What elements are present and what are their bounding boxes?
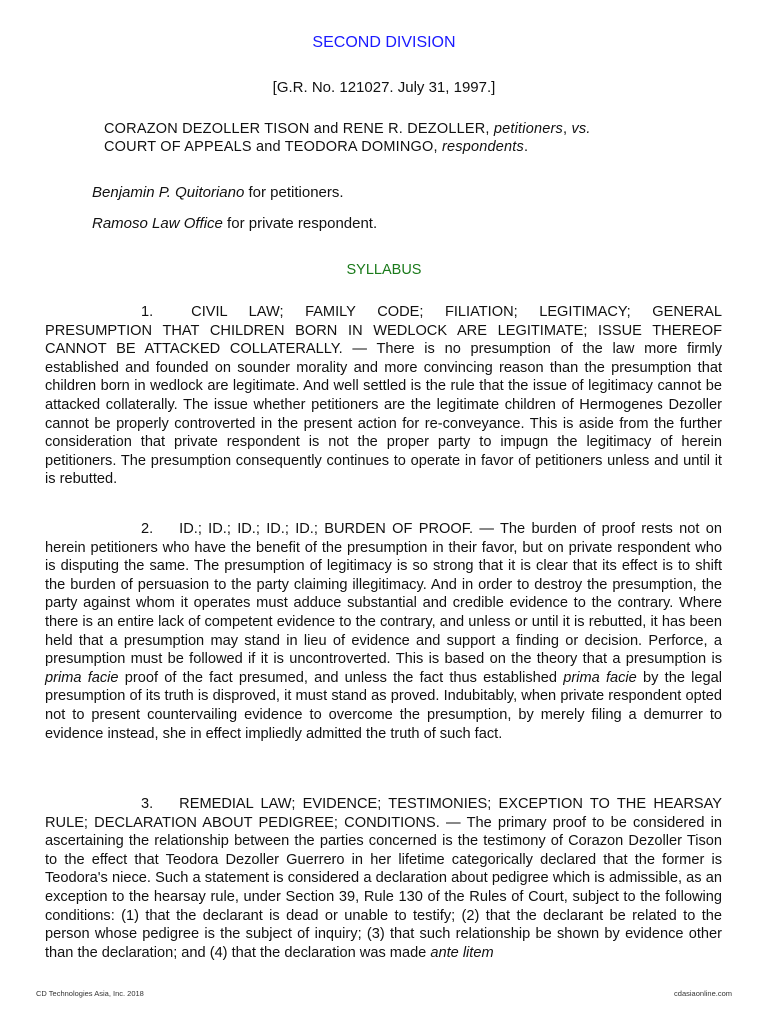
petitioners-names: CORAZON DEZOLLER TISON and RENE R. DEZOLLER: [104, 121, 486, 137]
paragraph-italic: prima facie: [563, 669, 637, 686]
counsel-respondent: [92, 215, 377, 232]
respondents-label: respondents: [441, 139, 524, 155]
counsel-name: Ramoso Law Office: [92, 215, 223, 232]
syllabus-heading: SYLLABUS: [346, 262, 422, 278]
syllabus-paragraph-3: [45, 795, 722, 962]
paragraph-text: CIVIL LAW; FAMILY CODE; FILIATION; LEGITIMACY; GENERAL PRESUMPTION THAT CHILDREN BORN IN WEDLOCK ARE LEGITIMATE; ISSUE THEREOF CANNOT BE ATTACKED COLLATERALLY. — There is no presumption of the law more firmly established and founded on sounder morality and more convincing reason than the presumption that children born in wedlock are legitimate. And well settled is the rule that the issue of legitimacy cannot be attacked collaterally. The issue whether petitioners are the legitimate children of Hermogenes Dezoller cannot be properly controverted in the present action for re-conveyance. This is aside from the further consideration that private respondent is not the proper party to impugn the legitimacy of herein petitioners. The presumption consequently continues to operate in favor of petitioners unless and until it is rebutted.: [45, 304, 722, 488]
counsel-role: for petitioners.: [244, 184, 344, 201]
division-heading: SECOND DIVISION: [312, 34, 456, 51]
paragraph-number: 1.: [141, 304, 154, 320]
counsel-role: for private respondent.: [222, 215, 378, 232]
paragraph-italic: ante litem: [430, 944, 494, 961]
respondents-names: COURT OF APPEALS and TEODORA DOMINGO: [104, 139, 434, 155]
paragraph-text: proof of the fact presumed, and unless the fact thus established: [118, 669, 564, 686]
paragraph-number: 3.: [141, 796, 154, 812]
paragraph-number: 2.: [141, 521, 154, 537]
petitioners-label: petitioners: [493, 121, 563, 137]
counsel-petitioners: [92, 184, 344, 201]
footer-copyright: CD Technologies Asia, Inc. 2018: [36, 989, 144, 998]
paragraph-italic: prima facie: [45, 669, 119, 686]
versus-label: vs.: [571, 121, 591, 137]
counsel-name: Benjamin P. Quitoriano: [92, 184, 245, 201]
syllabus-paragraph-1: [45, 303, 722, 489]
paragraph-text: REMEDIAL LAW; EVIDENCE; TESTIMONIES; EXCEPTION TO THE HEARSAY RULE; DECLARATION ABOUT PEDIGREE; CONDITIONS. — The primary proof to be considered in ascertaining the relationship between the parties concerned is the testimony of Corazon Dezoller Tison to the effect that Teodora Dezoller Guerrero in her lifetime categorically declared that the former is Teodora's niece. Such a statement is considered a declaration about pedigree which is admissible, as an exception to the hearsay rule, under Section 39, Rule 130 of the Rules of Court, subject to the following conditions: (1) that the declarant is dead or unable to testify; (2) that the declarant be related to the person whose pedigree is the subject of inquiry; (3) that such relationship be shown by evidence other than the declaration; and (4) that the declaration was made: [45, 796, 722, 961]
case-number: [G.R. No. 121027. July 31, 1997.]: [272, 79, 496, 96]
case-parties: CORAZON DEZOLLER TISON and RENE R. DEZOLLER, petitioners, vs. COURT OF APPEALS and TEODORA DOMINGO, respondents.: [104, 121, 591, 155]
syllabus-paragraph-2: [45, 520, 722, 743]
paragraph-text: by the legal presumption of its truth is disproved, it must stand as proved. Indubitably, when private respondent opted not to present countervailing evidence to overcome the presumption, by merely filing a demurrer to evidence instead, she in effect impliedly admitted the truth of such fact.: [45, 669, 722, 742]
footer-website: cdasiaonline.com: [674, 989, 732, 998]
paragraph-text: ID.; ID.; ID.; ID.; ID.; BURDEN OF PROOF. — The burden of proof rests not on herein petitioners who have the benefit of the presumption in their favor, but on private respondent who is disputing the same. The presumption of legitimacy is so strong that it is clear that its effect is to shift the burden of persuasion to the party claiming illegitimacy. And in order to destroy the presumption, the party against whom it operates must adduce substantial and credible evidence to the contrary. Where there is an entire lack of competent evidence to the contrary, and unless or until it is rebutted, it has been held that a presumption may stand in lieu of evidence and support a finding or decision. Perforce, a presumption must be followed if it is uncontroverted. This is based on the theory that a presumption is: [45, 521, 722, 668]
